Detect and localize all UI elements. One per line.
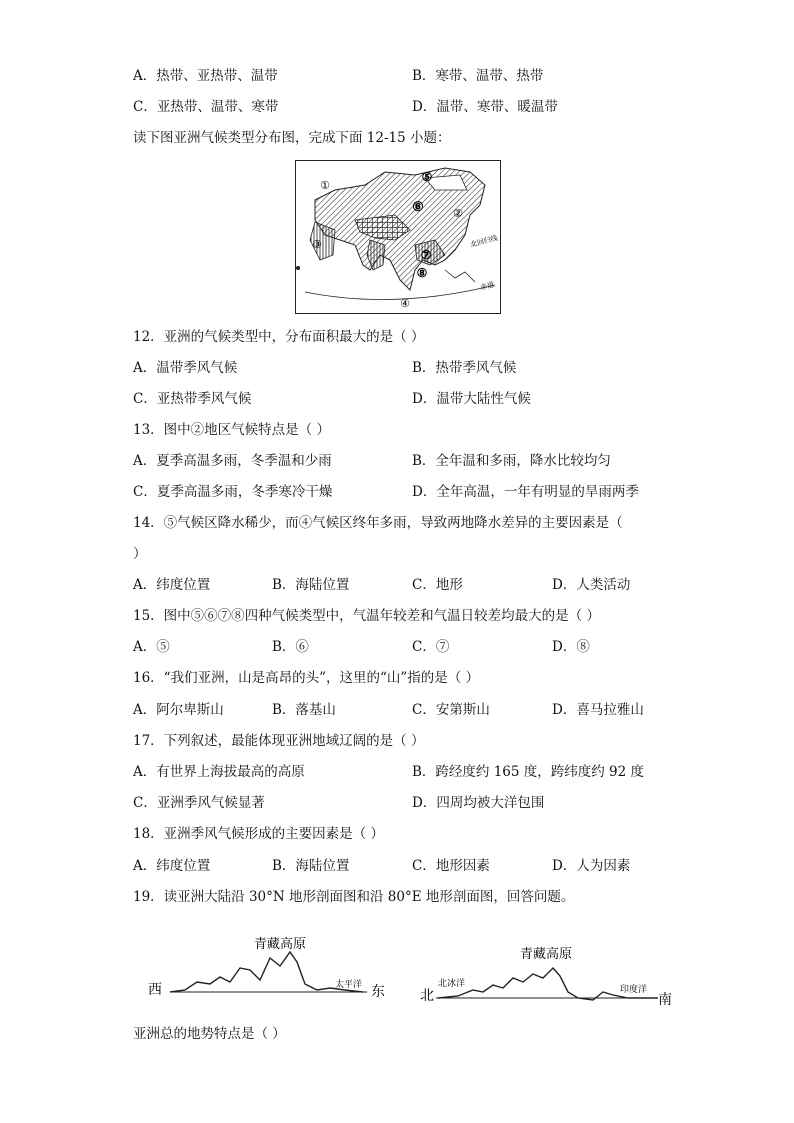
q15-option-a: A．⑤ [133,639,170,655]
profile1-west: 西 [148,982,162,998]
q14-option-a: A．纬度位置 [133,577,211,593]
q17-option-d: D．四周均被大洋包围 [412,795,545,811]
q13-option-c: C．夏季高温多雨，冬季寒冷干燥 [133,484,333,500]
map-label-2: ② [453,207,463,220]
q13-option-d: D．全年高温，一年有明显的旱雨两季 [412,484,639,500]
q15-option-d: D．⑧ [552,639,590,655]
q17-stem: 17．下列叙述，最能体现亚洲地域辽阔的是（ ） [133,733,425,749]
q18-option-d: D．人为因素 [552,858,631,874]
q16-option-c: C．安第斯山 [412,702,490,718]
profile2-title: 青藏高原 [519,947,573,962]
q18-option-c: C．地形因素 [412,858,490,874]
q11-option-c: C．亚热带、温带、寒带 [133,99,279,115]
q12-option-d: D．温带大陆性气候 [412,391,531,407]
profile2-ocean-south: 印度洋 [620,985,648,995]
profile2-ocean-north: 北冰洋 [438,979,466,989]
profile2-north: 北 [420,988,434,1004]
map-label-3: ③ [312,238,322,251]
profile-30n [145,932,390,1007]
q16-option-b: B．落基山 [272,702,336,718]
asia-climate-map [295,160,501,314]
q11-option-b: B．寒带、温带、热带 [412,68,544,84]
q14-stem-cont: ） [133,546,147,562]
q19-sub-question: 亚洲总的地势特点是（ ） [133,1026,286,1042]
q16-option-a: A．阿尔卑斯山 [133,702,224,718]
q12-option-c: C．亚热带季风气候 [133,391,252,407]
q15-stem: 15．图中⑤⑥⑦⑧四种气候类型中，气温年较差和气温日较差均最大的是（ ） [133,608,600,624]
q11-option-a: A．热带、亚热带、温带 [133,68,278,84]
map-label-5: ⑤ [421,170,433,184]
q18-option-b: B．海陆位置 [272,858,350,874]
profile1-title: 青藏高原 [253,937,307,952]
q13-option-a: A．夏季高温多雨，冬季温和少雨 [133,453,332,469]
q14-option-c: C．地形 [412,577,463,593]
intro-text: 读下图亚洲气候类型分布图，完成下面 12-15 小题： [133,130,451,146]
q18-stem: 18．亚洲季风气候形成的主要因素是（ ） [133,826,384,842]
q12-option-b: B．热带季风气候 [412,360,517,376]
q15-option-b: B．⑥ [272,639,309,655]
map-label-6: ⑥ [412,200,424,215]
q17-option-c: C．亚洲季风气候显著 [133,795,265,811]
profile2-south: 南 [658,992,672,1008]
map-label-4: ④ [400,297,410,310]
q17-option-b: B．跨经度约 165 度，跨纬度约 92 度 [412,764,645,780]
map-label-1: ① [320,179,330,192]
q15-option-c: C．⑦ [412,639,450,655]
q11-option-d: D．温带、寒带、暖温带 [412,99,558,115]
q12-stem: 12．亚洲的气候类型中，分布面积最大的是（ ） [133,329,425,345]
profile1-east: 东 [371,984,385,1000]
q13-option-b: B．全年温和多雨，降水比较均匀 [412,453,611,469]
profile1-ocean: 太平洋 [335,980,363,990]
q14-option-b: B．海陆位置 [272,577,350,593]
map-tropic-label: 北回归线 [469,233,499,249]
map-label-8: ⑧ [416,266,428,280]
q16-stem: 16．“我们亚洲，山是高昂的头”，这里的“山”指的是（ ） [133,670,480,686]
profile-80e [418,940,678,1012]
map-equator-label: 赤道 [479,280,496,292]
q18-option-a: A．纬度位置 [133,858,211,874]
q16-option-d: D．喜马拉雅山 [552,702,644,718]
map-label-7: ⑦ [420,248,432,262]
q17-option-a: A．有世界上海拔最高的高原 [133,764,305,780]
q13-stem: 13．图中②地区气候特点是（ ） [133,422,330,438]
q19-stem: 19．读亚洲大陆沿 30°N 地形剖面图和沿 80°E 地形剖面图，回答问题。 [133,889,575,905]
q14-stem: 14．⑤气候区降水稀少，而④气候区终年多雨，导致两地降水差异的主要因素是（ [133,515,623,531]
q14-option-d: D．人类活动 [552,577,631,593]
q12-option-a: A．温带季风气候 [133,360,238,376]
